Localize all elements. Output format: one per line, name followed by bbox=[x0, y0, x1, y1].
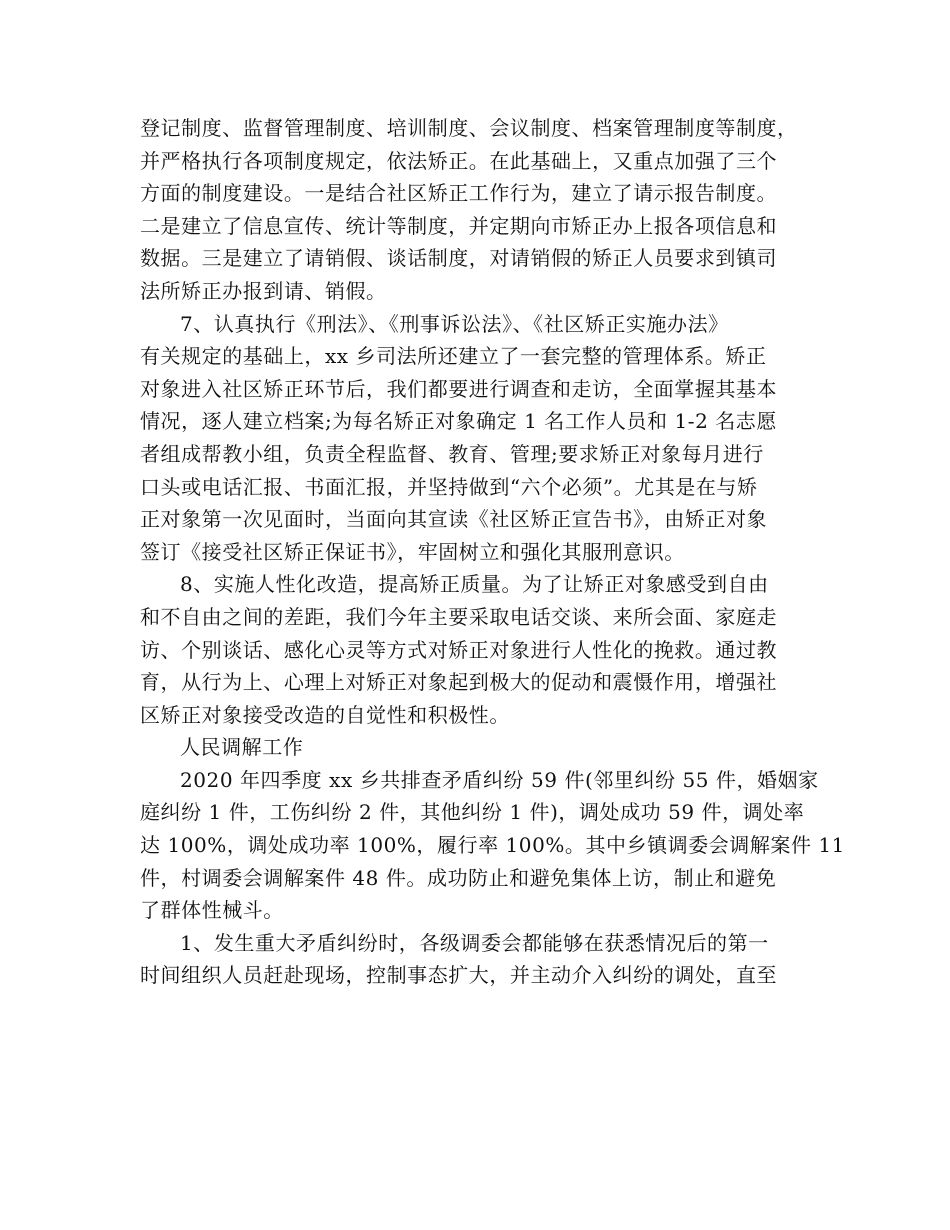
text-line: 对象进入社区矫正环节后，我们都要进行调查和走访，全面掌握其基本 bbox=[140, 376, 778, 401]
paragraph-start-line: 8、实施人性化改造，提高矫正质量。为了让矫正对象感受到自由 bbox=[180, 572, 769, 597]
text-line: 区矫正对象接受改造的自觉性和积极性。 bbox=[140, 702, 510, 727]
text-line: 件，村调委会调解案件 48 件。成功防止和避免集体上访，制止和避免 bbox=[140, 865, 777, 890]
text-line: 二是建立了信息宣传、统计等制度，并定期向市矫正办上报各项信息和 bbox=[140, 213, 778, 238]
text-line: 方面的制度建设。一是结合社区矫正工作行为，建立了请示报告制度。 bbox=[140, 181, 778, 206]
text-line: 数据。三是建立了请销假、谈话制度，对请销假的矫正人员要求到镇司 bbox=[140, 246, 778, 271]
text-line: 有关规定的基础上，xx 乡司法所还建立了一套完整的管理体系。矫正 bbox=[140, 344, 767, 369]
text-line: 访、个别谈话、感化心灵等方式对矫正对象进行人性化的挽救。通过教 bbox=[140, 637, 778, 662]
text-line: 达 100%，调处成功率 100%，履行率 100%。其中乡镇调委会调解案件 11 bbox=[140, 833, 845, 858]
paragraph-start-line: 2020 年四季度 xx 乡共排查矛盾纠纷 59 件(邻里纠纷 55 件，婚姻家 bbox=[180, 767, 819, 792]
text-line: 庭纠纷 1 件，工伤纠纷 2 件，其他纠纷 1 件)，调处成功 59 件，调处率 bbox=[140, 800, 805, 825]
text-line: 了群体性械斗。 bbox=[140, 898, 284, 923]
paragraph-start-line: 1、发生重大矛盾纠纷时，各级调委会都能够在获悉情况后的第一 bbox=[180, 930, 769, 955]
text-line: 正对象第一次见面时，当面向其宣读《社区矫正宣告书》，由矫正对象 bbox=[140, 507, 768, 532]
text-line: 情况，逐人建立档案;为每名矫正对象确定 1 名工作人员和 1-2 名志愿 bbox=[140, 409, 777, 434]
text-line: 并严格执行各项制度规定，依法矫正。在此基础上，又重点加强了三个 bbox=[140, 148, 778, 173]
paragraph-start-line: 7、认真执行《刑法》、《刑事诉讼法》、《社区矫正实施办法》 bbox=[180, 311, 729, 336]
section-heading: 人民调解工作 bbox=[180, 735, 304, 760]
text-line: 法所矫正办报到请、销假。 bbox=[140, 278, 387, 303]
text-line: 签订《接受社区矫正保证书》，牢固树立和强化其服刑意识。 bbox=[140, 539, 685, 564]
document-page bbox=[140, 112, 845, 992]
text-line: 和不自由之间的差距，我们今年主要采取电话交谈、来所会面、家庭走 bbox=[140, 604, 778, 629]
text-line: 口头或电话汇报、书面汇报，并坚持做到“六个必须”。尤其是在与矫 bbox=[140, 474, 758, 499]
text-line: 者组成帮教小组，负责全程监督、教育、管理;要求矫正对象每月进行 bbox=[140, 441, 764, 466]
text-line: 育，从行为上、心理上对矫正对象起到极大的促动和震慑作用，增强社 bbox=[140, 670, 778, 695]
text-line: 登记制度、监督管理制度、培训制度、会议制度、档案管理制度等制度， bbox=[140, 116, 798, 140]
text-line: 时间组织人员赶赴现场，控制事态扩大，并主动介入纠纷的调处，直至 bbox=[140, 963, 778, 988]
